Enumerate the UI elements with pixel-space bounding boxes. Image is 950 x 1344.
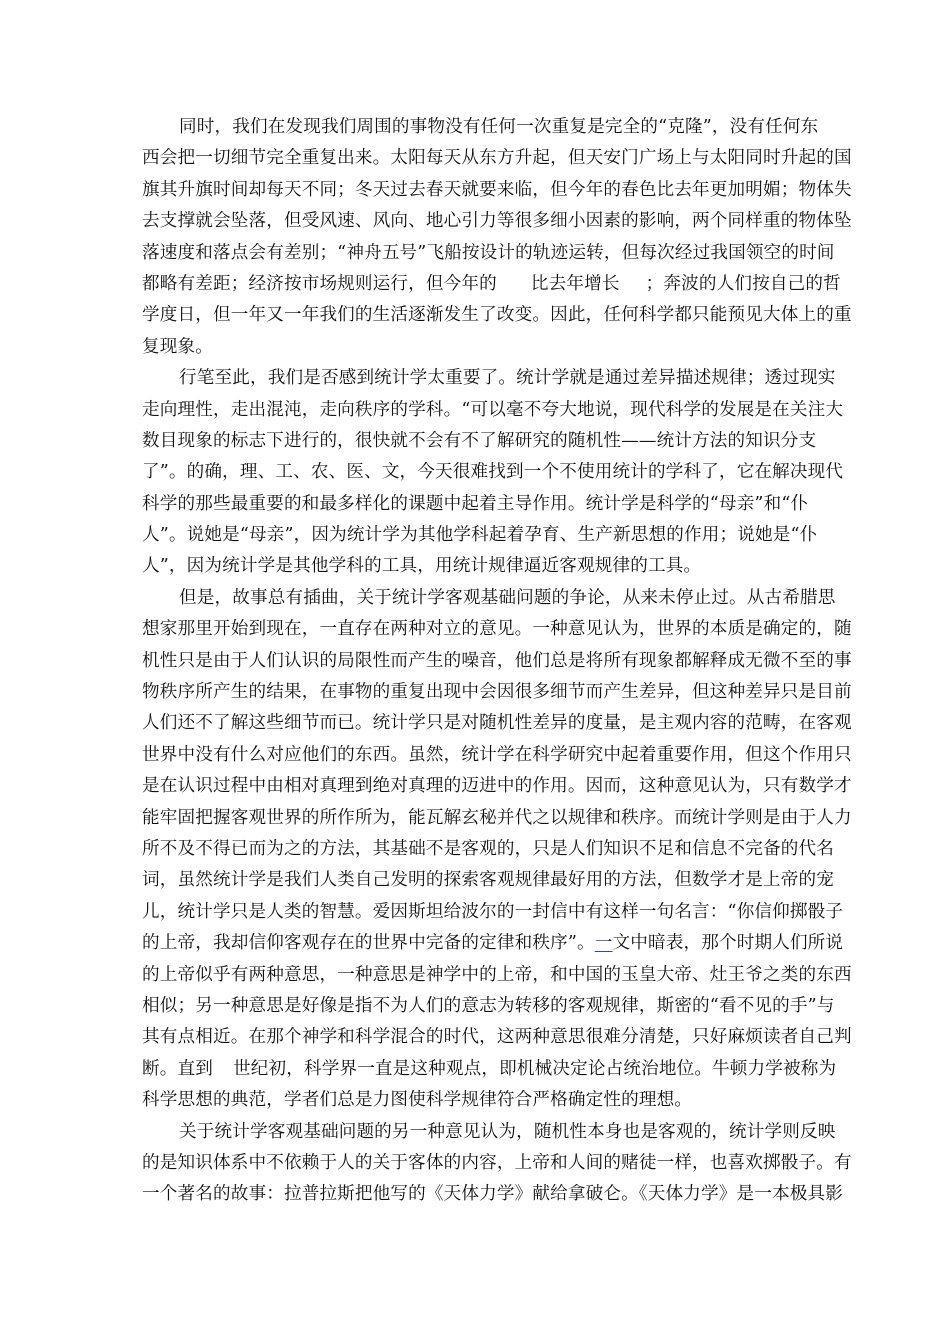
text-line: 想家那里开始到现在，一直存在两种对立的意见。一种意见认为，世界的本质是确定的，随: [142, 619, 852, 640]
text-line: 落速度和落点会有差别；“神舟五号”飞船按设计的轨迹运转，但每次经过我国领空的时间: [142, 242, 835, 263]
text-line: 机性只是由于人们认识的局限性而产生的噪音，他们总是将所有现象都解释成无微不至的事: [142, 650, 852, 671]
text-segment: ；奔波的人们按自己的哲: [645, 273, 841, 294]
text-line: [142, 928, 844, 959]
text-line: 的上帝似乎有两种意思，一种意思是神学中的上帝，和中国的玉皇大帝、灶王爷之类的东西: [142, 964, 852, 985]
text-line: 一个著名的故事：拉普拉斯把他写的《天体力学》献给拿破仑。《天体力学》是一本极具影: [142, 1184, 843, 1205]
paragraph-3: [142, 583, 852, 1117]
text-line: 物秩序所产生的结果，在事物的重复出现中会因很多细节而产生差异，但这种差异只是目前: [142, 682, 852, 703]
text-line: 去支撑就会坠落，但受风速、风向、地心引力等很多细小因素的影响，两个同样重的物体坠: [142, 211, 852, 232]
text-line: 儿，统计学只是人类的智慧。爱因斯坦给波尔的一封信中有这样一句名言：“你信仰掷骰子: [142, 901, 844, 922]
text-line: 科学的那些最重要的和最多样化的课题中起着主导作用。统计学是科学的“母亲”和“仆: [142, 493, 809, 514]
text-line: 的是知识体系中不依赖于人的关于客体的内容，上帝和人间的赌徒一样，也喜欢掷骰子。有: [142, 1152, 852, 1173]
text-line: 复现象。: [142, 336, 213, 357]
document-page: [142, 112, 852, 1211]
text-line: 词，虽然统计学是我们人类自己发明的探索客观规律最好用的方法，但数学才是上帝的宠: [142, 870, 835, 891]
text-segment: 的上帝，我却信仰客观存在的世界中完备的定律和秩序”。: [142, 933, 595, 954]
text-line: 相似；另一种意思是好像是指不为人们的意志为转移的客观规律，斯密的“看不见的手”与: [142, 995, 835, 1016]
text-line: 数目现象的标志下进行的，很快就不会有不了解研究的随机性——统计方法的知识分支: [142, 430, 817, 451]
text-line: 西会把一切细节完全重复出来。太阳每天从东方升起，但天安门广场上与太阳同时升起的国: [142, 148, 852, 169]
text-line: 世界中没有什么对应他们的东西。虽然，统计学在科学研究中起着重要作用，但这个作用只: [142, 744, 852, 765]
paragraph-4: [142, 1117, 852, 1211]
text-segment: 文中暗表，那个时期人们所说: [612, 933, 844, 954]
text-segment: 比去年增长: [530, 273, 620, 294]
paragraph-1: [142, 112, 852, 363]
text-line: 走向理性，走出混沌，走向秩序的学科。“可以毫不夸大地说，现代科学的发展是在关注大: [142, 399, 844, 420]
text-line: 科学思想的典范，学者们总是力图使科学规律符合严格确定性的理想。: [142, 1090, 693, 1111]
text-line: 人们还不了解这些细节而已。统计学只是对随机性差异的度量，是主观内容的范畴，在客观: [142, 713, 852, 734]
text-line: 所不及不得已而为之的方法，其基础不是客观的，只是人们知识不足和信息不完备的代名: [142, 838, 835, 859]
text-line: 人”，因为统计学是其他学科的工具，用统计规律逼近客观规律的工具。: [142, 556, 702, 577]
text-line: 能牢固把握客观世界的所作所为，能瓦解玄秘并代之以规律和秩序。而统计学则是由于人力: [142, 807, 852, 828]
text-segment: 断。直到: [142, 1058, 213, 1079]
text-line: 学度日，但一年又一年我们的生活逐渐发生了改变。因此，任何科学都只能预见大体上的重: [142, 305, 852, 326]
text-line: 人”。说她是“母亲”，因为统计学为其他学科起着孕育、生产新思想的作用；说她是“仆: [142, 525, 818, 546]
text-segment: 世纪初，科学界一直是这种观点，即机械决定论占统治地位。牛顿力学被称为: [232, 1058, 837, 1079]
text-line: 是在认识过程中由相对真理到绝对真理的迈进中的作用。因而，这种意见认为，只有数学才: [142, 776, 852, 797]
text-line: [142, 1054, 837, 1085]
text-line: 行笔至此，我们是否感到统计学太重要了。统计学就是通过差异描述规律；透过现实: [179, 368, 836, 389]
text-line: 但是，故事总有插曲，关于统计学客观基础问题的争论，从来未停止过。从古希腊思: [179, 587, 836, 608]
text-line: 旗其升旗时间却每天不同；冬天过去春天就要来临，但今年的春色比去年更加明媚；物体失: [142, 179, 852, 200]
text-line: [142, 269, 841, 300]
text-line: 了”。的确，理、工、农、医、文，今天很难找到一个不使用统计的学科了，它在解决现代: [142, 462, 844, 483]
text-line: 同时，我们在发现我们周围的事物没有任何一次重复是完全的“克隆”，没有任何东: [179, 117, 819, 137]
footnote-link[interactable]: 一: [594, 933, 613, 954]
text-line: 其有点相近。在那个神学和科学混合的时代，这两种意思很难分清楚，只好麻烦读者自己判: [142, 1027, 852, 1048]
text-segment: 都略有差距；经济按市场规则运行，但今年的: [142, 273, 497, 294]
text-line: 关于统计学客观基础问题的另一种意见认为，随机性本身也是客观的，统计学则反映: [179, 1121, 836, 1142]
paragraph-2: [142, 363, 844, 583]
